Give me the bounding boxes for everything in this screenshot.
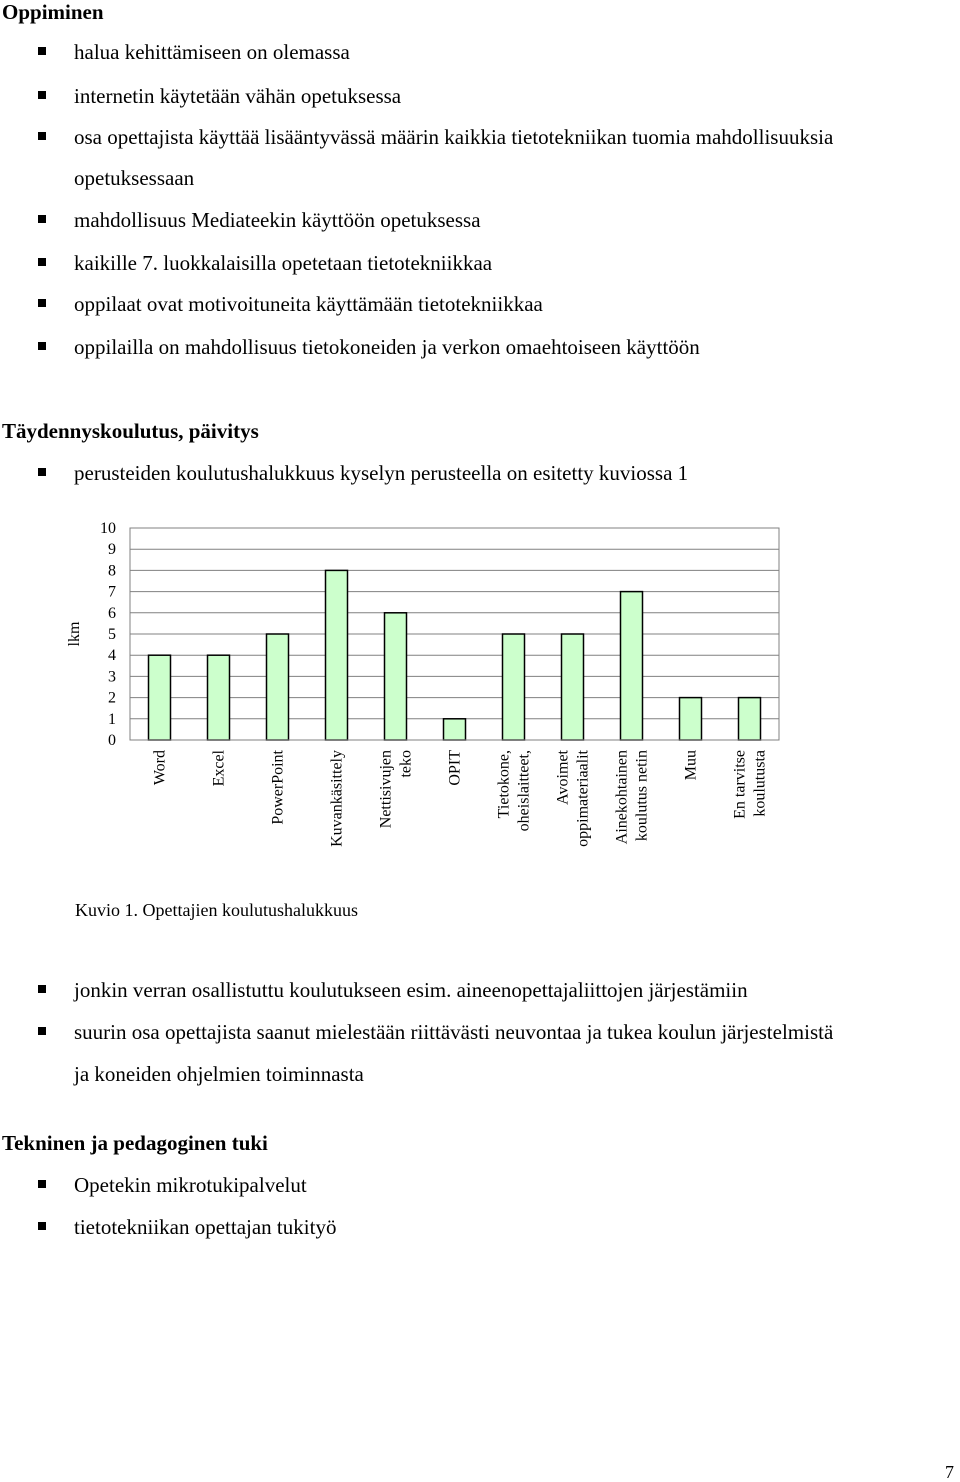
y-tick-label: 1	[108, 710, 116, 728]
list-item	[74, 1173, 307, 1197]
section-title-oppiminen: Oppiminen	[2, 0, 104, 24]
bar	[503, 634, 525, 740]
x-tick-label: Ainekohtainen	[613, 750, 631, 845]
list-item	[74, 978, 748, 1002]
bullet-icon	[38, 1222, 46, 1230]
list-item-text: mahdollisuus Mediateekin käyttöön opetuksessa	[74, 208, 481, 232]
bullet-icon	[38, 985, 46, 993]
list-item-text: Opetekin mikrotukipalvelut	[74, 1173, 307, 1197]
bar	[562, 634, 584, 740]
bullet-icon	[38, 1180, 46, 1188]
bullet-icon	[38, 258, 46, 266]
x-tick-label: Avoimet	[554, 750, 572, 805]
page-number: 7	[945, 1462, 954, 1482]
x-tick-label: Muu	[682, 750, 700, 781]
bar	[267, 634, 289, 740]
y-tick-label: 8	[108, 562, 116, 580]
list-item-text: oppilailla on mahdollisuus tietokoneiden ja verkon omaehtoiseen käyttöön	[74, 335, 700, 359]
list-item-text: tietotekniikan opettajan tukityö	[74, 1215, 337, 1239]
bullet-icon	[38, 468, 46, 476]
list-item	[74, 208, 481, 232]
bar	[385, 613, 407, 740]
list-item	[74, 1020, 833, 1044]
list-item	[74, 125, 833, 149]
x-tick-label: Excel	[210, 750, 228, 787]
y-tick-label: 2	[108, 689, 116, 707]
section-title-tekninen-tuki: Tekninen ja pedagoginen tuki	[2, 1131, 268, 1155]
list-item-text: oppilaat ovat motivoituneita käyttämään tietotekniikkaa	[74, 292, 543, 316]
bullet-icon	[38, 342, 46, 350]
list-item	[74, 461, 688, 485]
x-tick-label: oppimateriaalit	[574, 750, 592, 847]
bar	[326, 570, 348, 740]
list-item	[74, 1215, 336, 1239]
section-title-taydennyskoulutus: Täydennyskoulutus, päivitys	[2, 419, 259, 443]
list-item-text: jonkin verran osallistuttu koulutukseen esim. aineenopettajaliittojen järjestämiin	[74, 978, 748, 1002]
x-tick-label: oheislaitteet,	[515, 750, 533, 832]
list-item	[74, 40, 350, 64]
bar	[149, 655, 171, 740]
x-tick-label: Kuvankäsittely	[328, 750, 346, 847]
list-item-text: kaikille 7. luokkalaisilla opetetaan tietotekniikkaa	[74, 251, 493, 275]
list-item	[74, 292, 543, 316]
list-item-text: internetin käytetään vähän opetuksessa	[74, 84, 402, 108]
list-item-continuation: opetuksessaan	[74, 166, 195, 190]
bar	[444, 719, 466, 740]
bullet-icon	[38, 91, 46, 99]
x-tick-label: En tarvitse	[731, 750, 749, 819]
y-tick-label: 0	[108, 732, 116, 749]
x-tick-label: Word	[151, 750, 169, 786]
x-tick-label: Tietokone,	[495, 750, 513, 819]
bar	[621, 592, 643, 740]
bar	[208, 655, 230, 740]
y-tick-label: 10	[100, 520, 116, 537]
x-tick-label: koulutusta	[751, 750, 769, 817]
bar	[739, 698, 761, 740]
x-tick-label: PowerPoint	[269, 750, 287, 825]
bullet-icon	[38, 215, 46, 223]
x-tick-label: OPIT	[446, 750, 464, 786]
y-tick-label: 6	[108, 604, 116, 622]
x-tick-label: koulutus netin	[633, 750, 651, 842]
bar-chart	[0, 510, 960, 890]
list-item-text: perusteiden koulutushalukkuus kyselyn perusteella on esitetty kuviossa 1	[74, 461, 689, 485]
x-tick-label: teko	[397, 750, 415, 778]
y-tick-label: 9	[108, 541, 116, 559]
figure-caption: Kuvio 1. Opettajien koulutushalukkuus	[75, 900, 358, 920]
list-item-text: halua kehittämiseen on olemassa	[74, 40, 350, 64]
y-tick-label: 3	[108, 668, 116, 686]
bullet-icon	[38, 132, 46, 140]
list-item-continuation: ja koneiden ohjelmien toiminnasta	[74, 1062, 364, 1086]
y-tick-label: 4	[108, 647, 116, 665]
bullet-icon	[38, 1027, 46, 1035]
list-item	[74, 335, 700, 359]
bullet-icon	[38, 47, 46, 55]
x-tick-label: Nettisivujen	[377, 750, 395, 829]
y-tick-label: 5	[108, 626, 116, 643]
bar	[680, 698, 702, 740]
list-item-text: osa opettajista käyttää lisääntyvässä määrin kaikkia tietotekniikan tuomia mahdollisuuksia	[74, 125, 834, 149]
y-axis-label: lkm	[66, 621, 83, 647]
bullet-icon	[38, 299, 46, 307]
y-tick-label: 7	[108, 583, 116, 601]
list-item-text: suurin osa opettajista saanut mielestään riittävästi neuvontaa ja tukea koulun järjestelmistä	[74, 1020, 834, 1044]
list-item	[74, 251, 492, 275]
list-item	[74, 84, 401, 108]
